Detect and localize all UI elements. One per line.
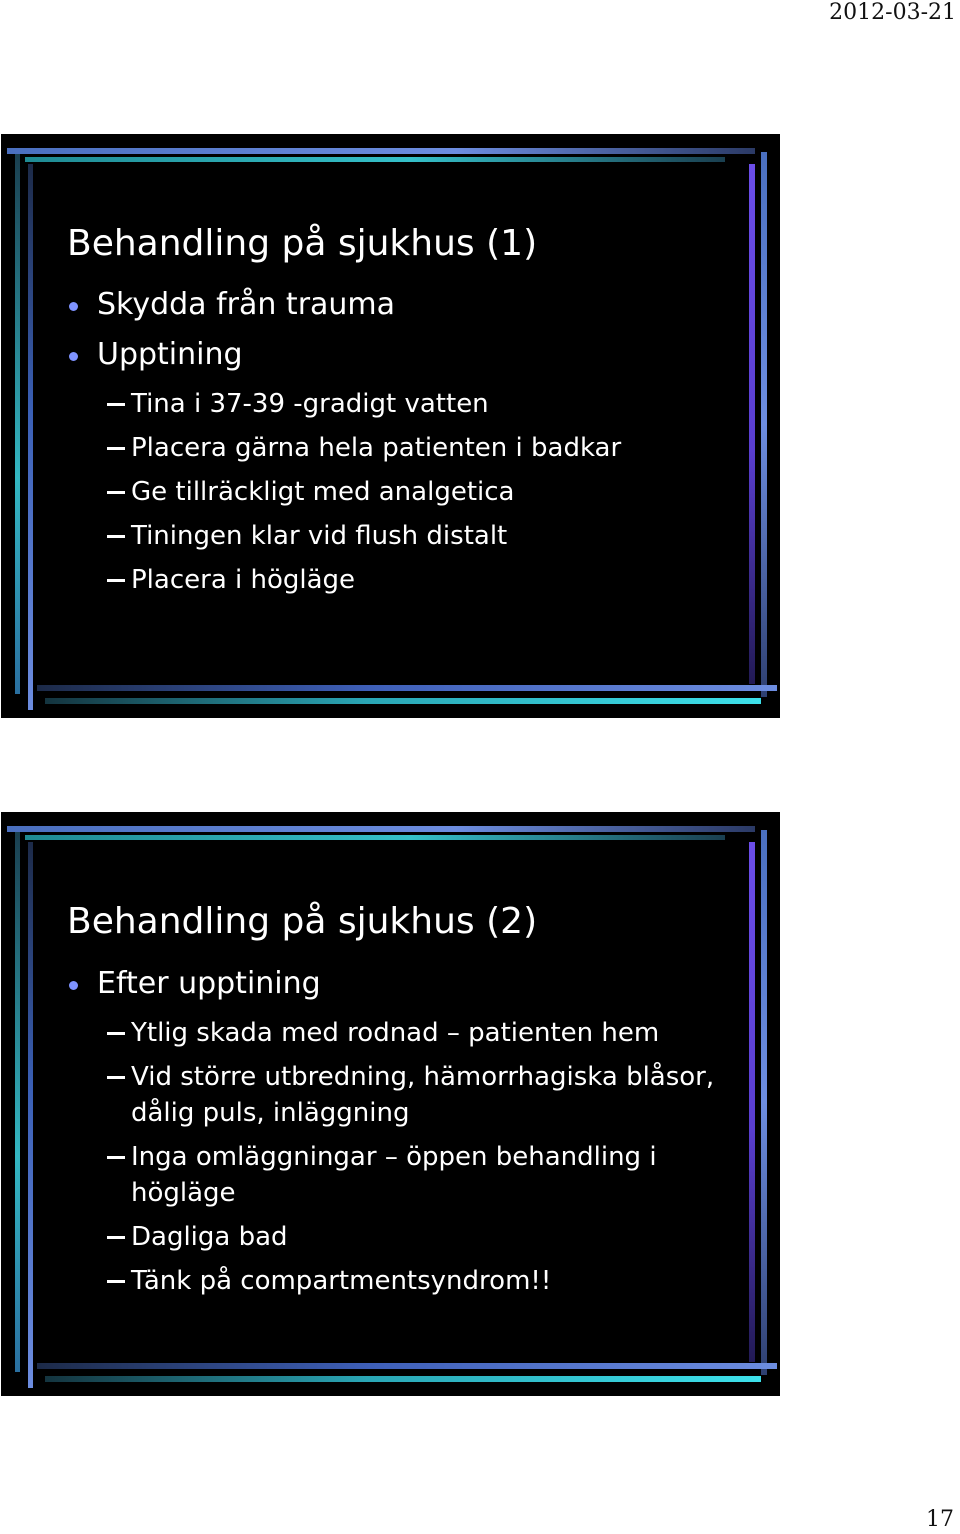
sub-bullet-item: [67, 1219, 727, 1255]
dash-icon: [107, 403, 125, 406]
bullet-dot-icon: [69, 302, 78, 311]
bullet-dot-icon: [69, 352, 78, 361]
bullet-text: Skydda från trauma: [97, 287, 396, 322]
frame-bar-right-purple: [749, 842, 755, 1362]
sub-bullet-text: Vid större utbredning, hämorrhagiska blåsor, dålig puls, inläggning: [131, 1062, 715, 1128]
frame-bar-left-teal: [15, 154, 20, 694]
dash-icon: [107, 491, 125, 494]
sub-bullet-item: [67, 1059, 727, 1131]
dash-icon: [107, 447, 125, 450]
frame-bar-left-blue: [28, 164, 33, 710]
sub-bullet-item: [67, 1263, 727, 1299]
frame-bar-left-blue: [28, 842, 33, 1388]
slide-title: Behandling på sjukhus (2): [67, 901, 538, 942]
dash-icon: [107, 535, 125, 538]
slide-title: Behandling på sjukhus (1): [67, 223, 538, 264]
frame-bar-bottom-teal: [45, 1376, 761, 1382]
frame-bar-right-blue: [761, 830, 767, 1375]
sub-bullet-item: [67, 430, 727, 466]
dash-icon: [107, 1156, 125, 1159]
bullet-item: [67, 965, 727, 1003]
sub-bullet-item: [67, 386, 727, 422]
sub-bullet-text: Tiningen klar vid flush distalt: [131, 521, 508, 551]
frame-bar-bottom-blue: [37, 685, 777, 691]
sub-bullet-item: [67, 518, 727, 554]
bullet-text: Upptining: [97, 337, 243, 372]
dash-icon: [107, 1280, 125, 1283]
frame-bar-bottom-blue: [37, 1363, 777, 1369]
dash-icon: [107, 1236, 125, 1239]
sub-bullet-text: Ge tillräckligt med analgetica: [131, 477, 515, 507]
sub-bullet-text: Dagliga bad: [131, 1222, 288, 1252]
sub-bullet-item: [67, 1139, 727, 1211]
page-date: 2012-03-21: [829, 0, 956, 25]
frame-bar-top-teal: [25, 157, 725, 162]
sub-bullet-text: Placera gärna hela patienten i badkar: [131, 433, 622, 463]
sub-bullet-text: Inga omläggningar – öppen behandling i högläge: [131, 1142, 657, 1208]
frame-bar-left-teal: [15, 832, 20, 1372]
frame-bar-right-purple: [749, 164, 755, 684]
sub-bullet-item: [67, 1015, 727, 1051]
sub-bullet-text: Placera i högläge: [131, 565, 356, 595]
slide-1: [1, 134, 780, 718]
page-number: 17: [926, 1507, 954, 1532]
frame-bar-right-blue: [761, 152, 767, 697]
frame-bar-top-blue: [7, 826, 755, 832]
sub-bullet-text: Tina i 37-39 -gradigt vatten: [131, 389, 489, 419]
sub-bullet-item: [67, 562, 727, 598]
bullet-item: [67, 286, 727, 324]
slide-content: [67, 965, 727, 1307]
slide-2: [1, 812, 780, 1396]
slide-content: [67, 286, 727, 606]
sub-bullet-item: [67, 474, 727, 510]
dash-icon: [107, 1032, 125, 1035]
dash-icon: [107, 579, 125, 582]
dash-icon: [107, 1076, 125, 1079]
frame-bar-bottom-teal: [45, 698, 761, 704]
bullet-text: Efter upptining: [97, 966, 321, 1001]
bullet-dot-icon: [69, 981, 78, 990]
sub-bullet-text: Ytlig skada med rodnad – patienten hem: [131, 1018, 660, 1048]
bullet-item: [67, 336, 727, 374]
sub-bullet-text: Tänk på compartmentsyndrom!!: [131, 1266, 552, 1296]
frame-bar-top-blue: [7, 148, 755, 154]
frame-bar-top-teal: [25, 835, 725, 840]
